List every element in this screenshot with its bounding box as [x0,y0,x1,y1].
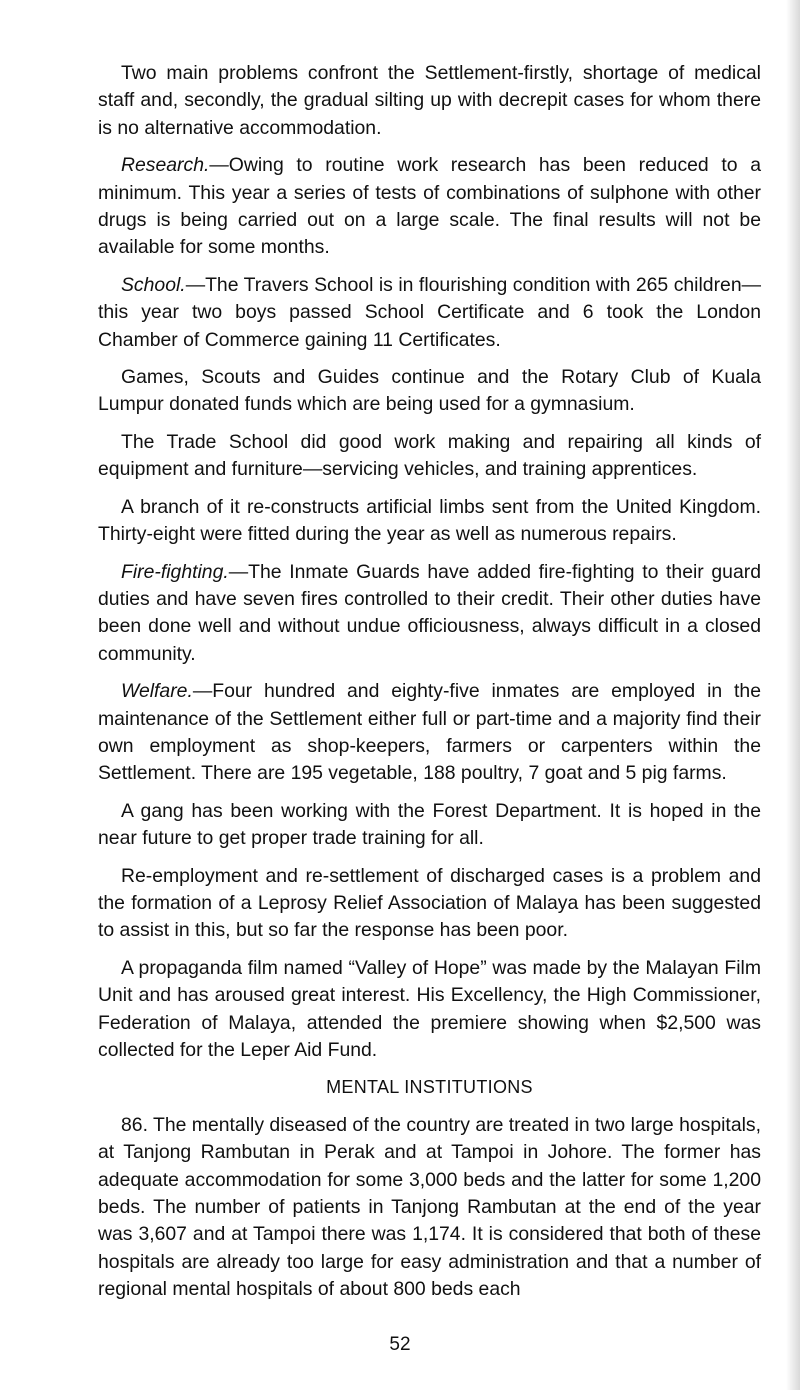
paragraph-text: The Trade School did good work making and repairing all kinds of equipment and furniture—servicing vehicles, and training apprentices. [98,430,761,481]
paragraph-text: —Four hundred and eighty-five inmates are employed in the maintenance of the Settlement either full or part-time and a majority find their own employment as shop-keepers, farmers or carpenters within the Settlement. There are 195 vegetable, 188 poultry, 7 goat and 5 pig farms. [98,680,761,785]
paragraph-fire-fighting [98,559,761,669]
paragraph-text: Two main problems confront the Settlement-firstly, shortage of medical staff and, secondly, the gradual silting up with decrepit cases for whom there is no alternative accommodation. [98,62,761,139]
paragraph-games [98,364,761,419]
paragraph-text: —Owing to routine work research has been reduced to a minimum. This year a series of tests of combinations of sulphone with other drugs is being carried out on a large scale. The final results will not be available for some months. [98,154,761,259]
paragraph-lead: Welfare. [121,680,193,703]
paragraph-lead: Research. [121,154,210,177]
paragraph-school [98,272,761,354]
paragraph-text: —The Inmate Guards have added fire-fighting to their guard duties and have seven fires controlled to their credit. Their other duties have been done well and without undue officiousness, always difficult in a closed community. [98,560,761,665]
paragraph-text: A branch of it re-constructs artificial limbs sent from the United Kingdom. Thirty-eight were fitted during the year as well as numerous repairs. [98,495,761,546]
paragraph-re-employment [98,863,761,945]
paragraph-problems [98,60,761,142]
paragraph-film [98,955,761,1065]
paragraph-lead: School. [121,273,186,296]
paragraph-text: A gang has been working with the Forest Department. It is hoped in the near future to get proper trade training for all. [98,799,761,850]
paragraph-text: Re-employment and re-settlement of discharged cases is a problem and the formation of a Leprosy Relief Association of Malaya has been suggested to assist in this, but so far the response has been poor. [98,864,761,942]
paragraph-research [98,152,761,262]
section-heading: MENTAL INSTITUTIONS [326,1077,533,1098]
page-edge-shadow [786,0,800,1390]
paragraph-welfare [98,678,761,788]
paragraph-trade-school [98,429,761,484]
paragraph-text: —The Travers School is in flourishing condition with 265 children—this year two boys passed School Certificate and 6 took the London Chamber of Commerce gaining 11 Certificates. [98,273,761,351]
page-number: 52 [389,1334,411,1355]
paragraph-mental-institutions [98,1112,761,1304]
paragraph-forest-gang [98,798,761,853]
page-body [98,60,761,1314]
paragraph-text: Games, Scouts and Guides continue and the Rotary Club of Kuala Lumpur donated funds which are being used for a gymnasium. [98,366,761,416]
paragraph-lead: Fire-fighting. [121,560,229,583]
paragraph-artificial-limbs [98,494,761,549]
paragraph-text: A propaganda film named “Valley of Hope” was made by the Malayan Film Unit and has aroused great interest. His Excellency, the High Commissioner, Federation of Malaya, attended the premiere showing when $2,500 was collected for the Leper Aid Fund. [98,956,761,1061]
paragraph-text: 86. The mentally diseased of the country are treated in two large hospitals, at Tanjong Rambutan in Perak and at Tampoi in Johore. The former has adequate accommodation for some 3,000 beds and the latter for some 1,200 beds. The number of patients in Tanjong Rambutan at the end of the year was 3,607 and at Tampoi there was 1,174. It is considered that both of these hospitals are already too large for easy administration and that a number of regional mental hospitals of about 800 beds each [98,1113,761,1301]
